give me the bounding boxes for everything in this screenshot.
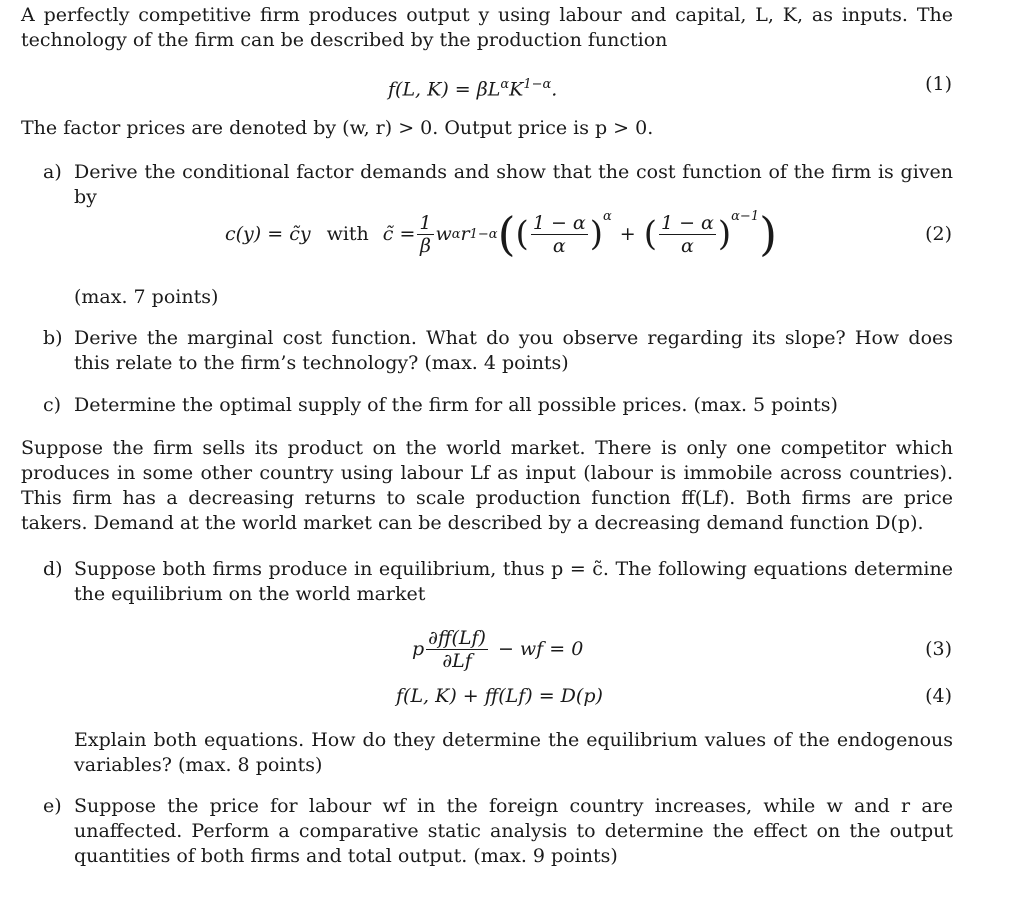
eq2-frac-a-num: 1 − α xyxy=(532,211,586,234)
world-market-paragraph: Suppose the firm sells its product on the world market. There is only one competitor which produces in some other country using labour Lf as input (labour is immobile across countries). This firm has a decreasing returns to scale production function ff(Lf). Both firms are price takers. Demand at the world market can be described by a decreasing demand function D(p). xyxy=(21,437,953,534)
equation-3 xyxy=(412,622,583,676)
eq2-frac-a xyxy=(531,212,588,257)
equation-4: f(L, K) + ff(Lf) = D(p) xyxy=(396,685,603,707)
eq2-frac-b xyxy=(659,212,716,257)
eq2-lhs: c(y) = c̃y xyxy=(225,222,311,245)
eq2-exp-b: α−1 xyxy=(731,209,760,224)
equation-2-number: (2) xyxy=(925,223,952,245)
eq2-with: with xyxy=(326,222,369,245)
eq1-exp-one-minus-alpha: 1−α xyxy=(523,77,552,92)
eq2-outer-close-paren: ) xyxy=(759,206,778,261)
eq2-frac-one-over-beta xyxy=(417,212,433,257)
eq1-exp-alpha: α xyxy=(500,77,510,92)
eq2-outer-open-paren: ( xyxy=(497,206,516,261)
eq2-inner-close-paren-1: ) xyxy=(589,213,603,254)
eq1-lhs: f(L, K) = βL xyxy=(388,78,501,101)
eq2-inner-close-paren-2: ) xyxy=(717,213,732,254)
eq1-period: . xyxy=(551,78,558,101)
part-b-text: Derive the marginal cost function. What do you observe regarding its slope? How does this relate to the firm’s technology? (max. 4 points) xyxy=(74,327,953,374)
eq2-frac-b-den: α xyxy=(681,234,694,257)
eq3-rest: − wf = 0 xyxy=(497,637,584,660)
eq3-den: ∂Lf xyxy=(442,649,472,672)
part-d-explain: Explain both equations. How do they determine the equilibrium values of the endogenous variables? (max. 8 points) xyxy=(74,729,953,776)
part-d-label: d) xyxy=(43,558,63,580)
eq2-inner-open-paren-1: ( xyxy=(515,213,529,254)
eq2-r-exp: 1−α xyxy=(469,226,498,242)
part-a-points: (max. 7 points) xyxy=(74,286,219,308)
eq2-plus: + xyxy=(619,222,636,245)
eq2-r: r xyxy=(460,222,470,245)
eq2-ctilde: c̃ = xyxy=(382,222,416,245)
prices-paragraph: The factor prices are denoted by (w, r) > 0. Output price is p > 0. xyxy=(21,117,654,139)
eq2-frac-b-num: 1 − α xyxy=(660,211,714,234)
equation-1 xyxy=(388,72,557,102)
eq2-frac-a-den: α xyxy=(552,234,566,257)
equation-1-number: (1) xyxy=(925,73,952,95)
part-a-text: Derive the conditional factor demands and show that the cost function of the firm is given by xyxy=(74,161,953,208)
eq2-exp-a: α xyxy=(603,209,612,224)
equation-4-number: (4) xyxy=(925,685,952,707)
part-c-label: c) xyxy=(43,394,62,416)
part-a-label: a) xyxy=(43,161,62,183)
eq1-k: K xyxy=(509,78,524,101)
part-d-text: Suppose both firms produce in equilibrium, thus p = c̃. The following equations determine the equilibrium on the world market xyxy=(74,558,953,605)
eq2-w-exp: α xyxy=(451,226,461,242)
eq3-p: p xyxy=(412,637,425,660)
part-e-label: e) xyxy=(43,795,62,817)
intro-paragraph xyxy=(21,3,953,53)
part-b-label: b) xyxy=(43,327,63,349)
equation-3-number: (3) xyxy=(925,638,952,660)
eq2-frac1-den: β xyxy=(419,234,431,257)
eq3-num: ∂ff(Lf) xyxy=(428,626,486,649)
part-e-text: Suppose the price for labour wf in the foreign country increases, while w and r are unaffected. Perform a comparative static analysis to determine the effect on the output quantities of both firms and total output. (max. 9 points) xyxy=(74,795,953,867)
eq2-frac1-num: 1 xyxy=(419,211,432,234)
eq3-derivative xyxy=(426,627,488,672)
part-c-text: Determine the optimal supply of the firm for all possible prices. (max. 5 points) xyxy=(74,394,838,416)
equation-2 xyxy=(225,198,777,270)
eq2-inner-open-paren-2: ( xyxy=(643,213,657,254)
eq2-w: w xyxy=(435,222,452,245)
intro-text: A perfectly competitive firm produces output y using labour and capital, L, K, as inputs. The technology of the firm can be described by the production function xyxy=(21,4,953,51)
